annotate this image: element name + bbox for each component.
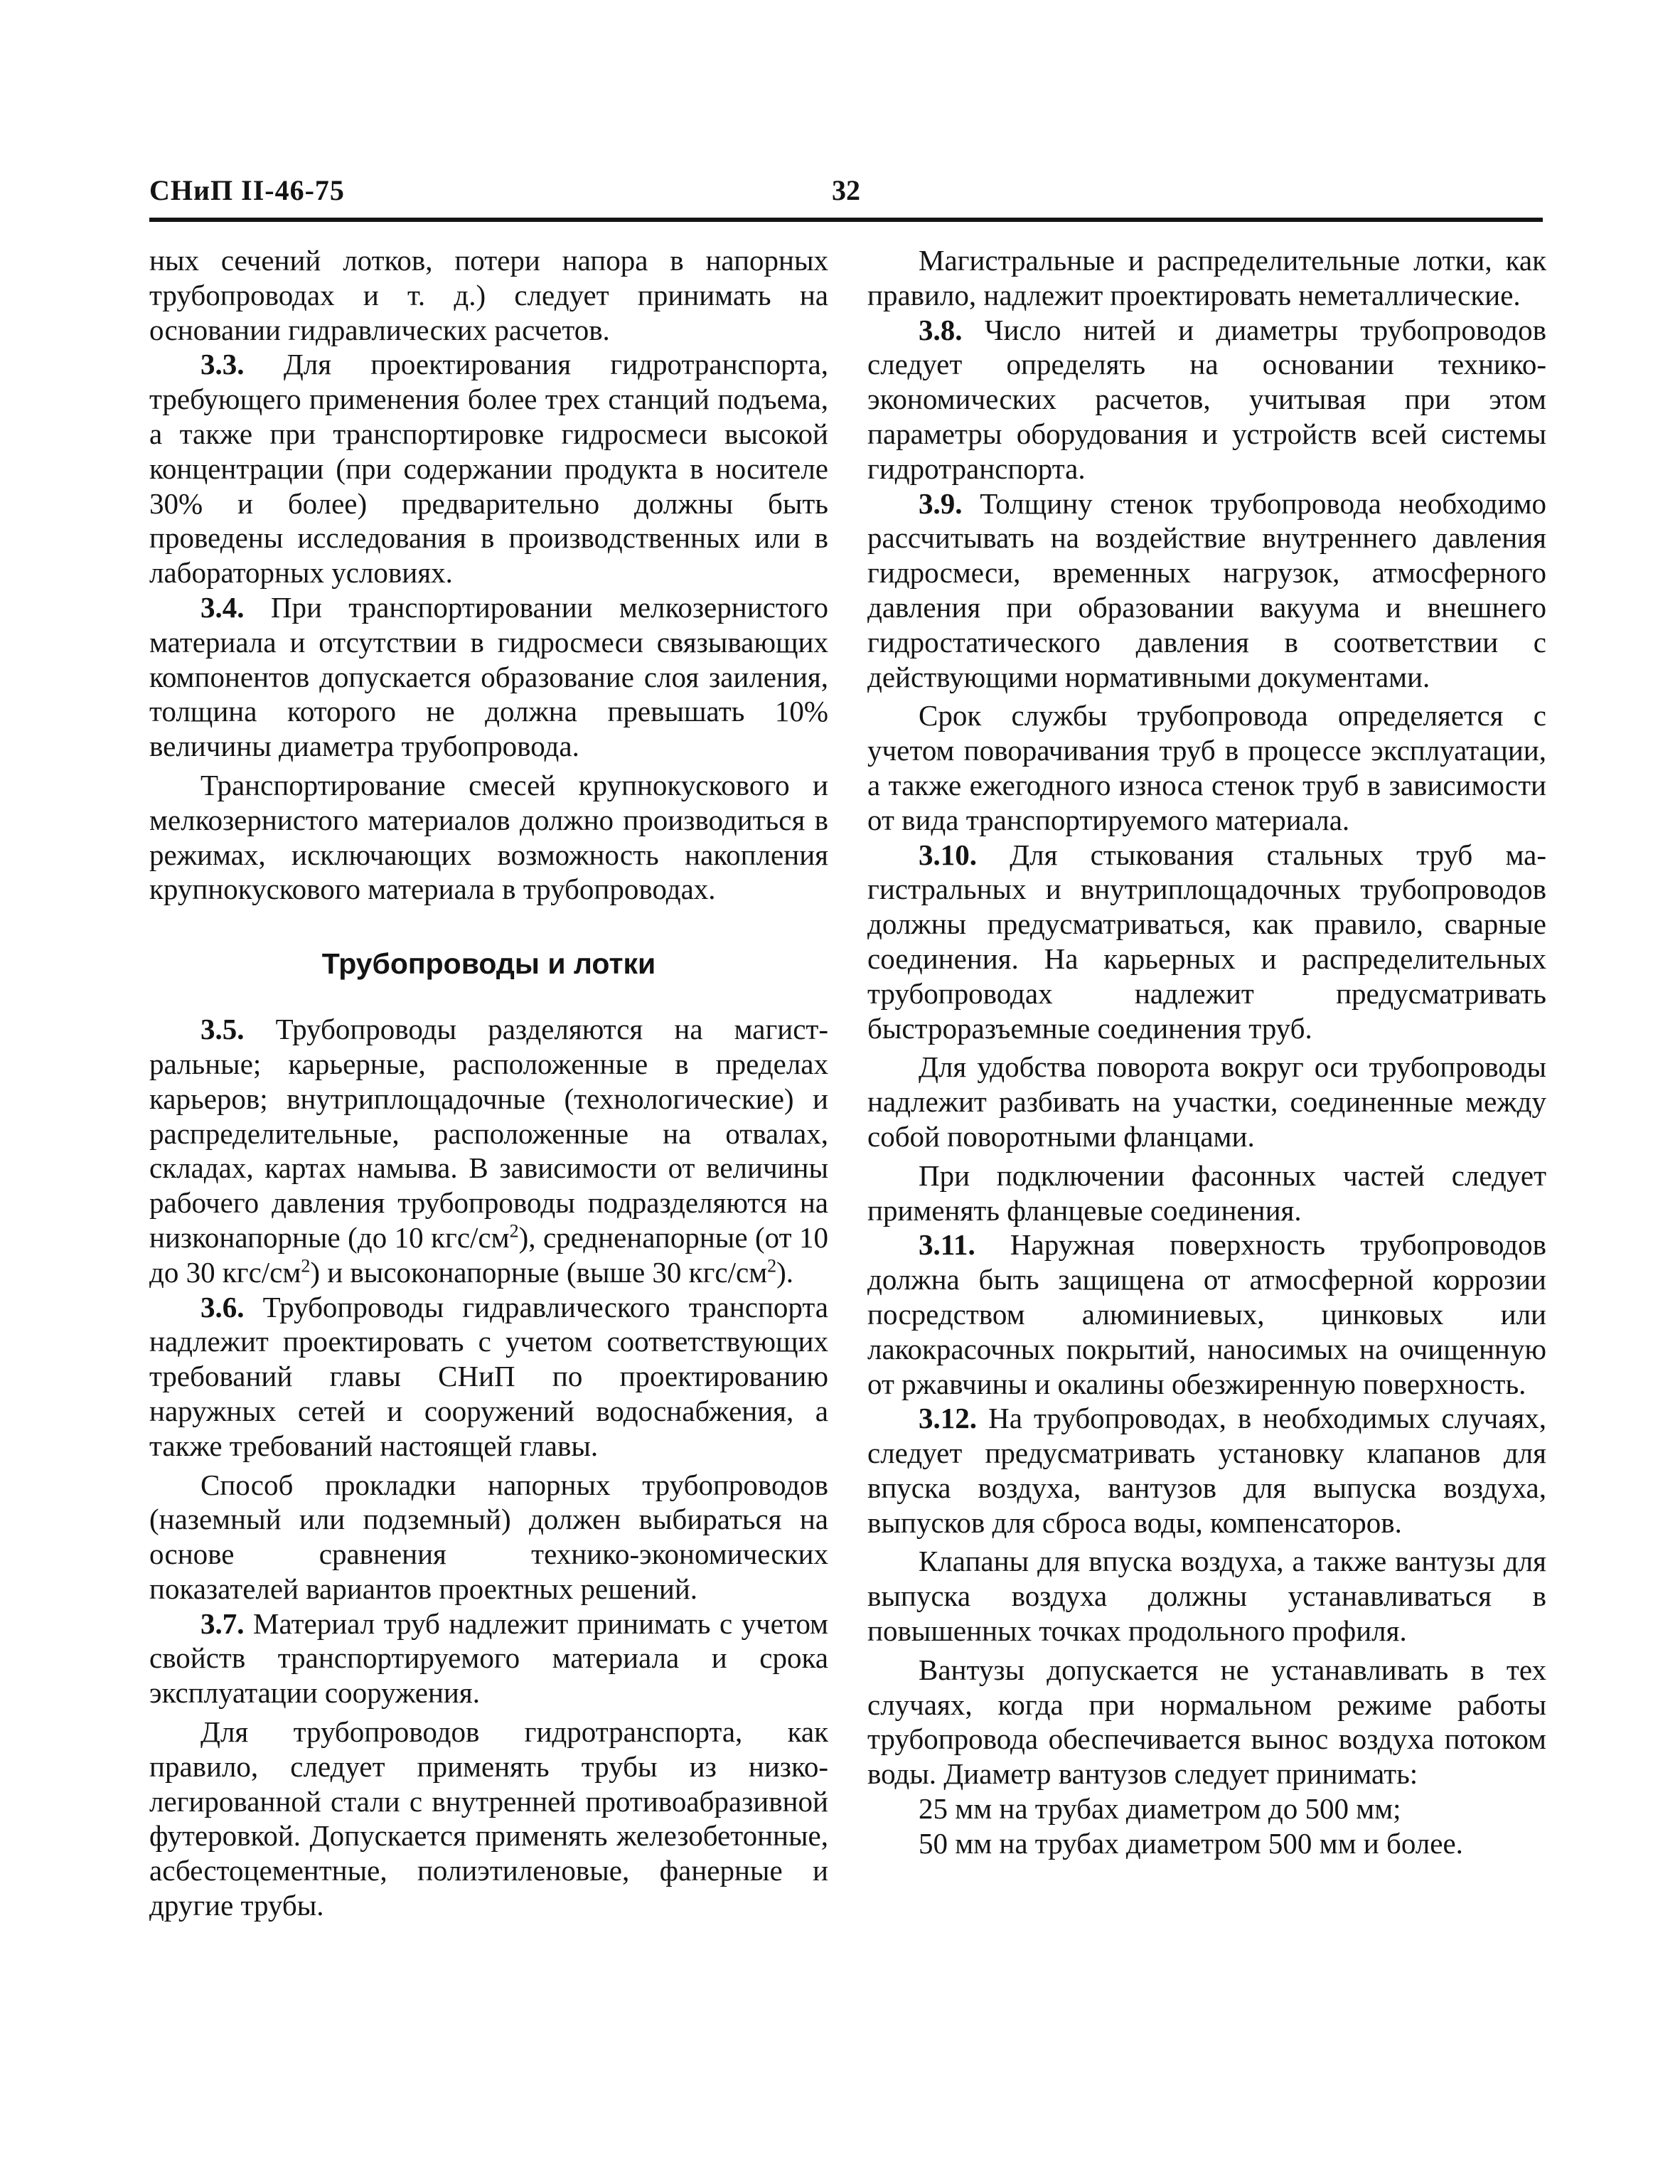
clause-number: 3.9. <box>919 486 963 520</box>
clause-text: Для стыкования стальных труб магистральных и внутриплощадочных трубопроводов должны предусматриваться, как правило, сварные соединения. На карьерных и распределительных трубопроводах надлежит предусматривать быстроразъемные соединения труб. <box>867 838 1546 1045</box>
clause-number: 3.12. <box>919 1402 977 1435</box>
right-column <box>867 243 1546 1861</box>
clause-text: На трубопроводах, в необходимых случаях, следует предусматривать установку клапанов для впуска воздуха, вантузов для выпуска воздуха, выпусков для сброса воды, компенсаторов. <box>867 1402 1547 1539</box>
paragraph: Клапаны для впуска воздуха, а также вантузы для выпуска воздуха должны устанавливаться в повышенных точках продольного профиля. <box>867 1545 1546 1648</box>
clause-3-7 <box>149 1607 828 1710</box>
superscript: 2 <box>301 1255 311 1277</box>
left-column <box>149 243 828 1923</box>
superscript: 2 <box>509 1220 519 1242</box>
clause-3-9 <box>867 486 1546 695</box>
clause-3-5 <box>149 1012 828 1289</box>
page-number: 32 <box>832 174 860 206</box>
paragraph: Транспортирование смесей крупнокускового и мелкозернистого материалов должно производиться в режимах, исключающих возможность накопления крупнокускового материала в трубопроводах. <box>149 768 828 906</box>
paragraph: Вантузы допускается не устанавливать в тех случаях, когда при нормальном режиме работы трубопровода обеспечивается вынос воздуха потоком воды. Диаметр вантузов следует принимать: <box>867 1653 1546 1791</box>
clause-number: 3.8. <box>919 313 963 346</box>
clause-text: ), средненапорные (от 10 до 30 кгс/см <box>149 1220 829 1289</box>
clause-3-8 <box>867 313 1546 486</box>
clause-text: Трубопроводы разделяются на магистральные; карьерные, расположенные в пределах карьеров; внутриплощадочные (технологические) и распределительные, расположенные на отвалах, складах, картах намыва. В зависимости от величины рабочего давления трубопроводы подразделяются на низконапорные (до 10 кгс/см <box>149 1013 828 1254</box>
clause-number: 3.11. <box>919 1228 975 1262</box>
paragraph: ных сечений лотков, потери напора в напорных трубопроводах и т. д.) следует принимать на основании гидравлических расчетов. <box>149 244 828 346</box>
clause-3-4 <box>149 590 828 764</box>
clause-number: 3.3. <box>200 348 245 381</box>
document-code: СНиП II-46-75 <box>149 174 345 206</box>
clause-number: 3.7. <box>200 1607 245 1640</box>
clause-text: Толщину стенок трубопровода необходимо рассчитывать на воздействие внутреннего давления гидросмеси, временных нагрузок, атмосферного давления при образовании вакуума и внешнего гидростатического давления в соответствии с действующими нормативными документами. <box>867 486 1547 693</box>
clause-3-10 <box>867 838 1546 1046</box>
clause-text: ) и высоконапорные (выше 30 кгс/см <box>310 1255 768 1289</box>
header-rule <box>149 218 1543 222</box>
clause-number: 3.4. <box>200 590 245 624</box>
paragraph: Для удобства поворота вокруг оси трубопроводы надлежит разбивать на участки, соединенные между собой поворотными фланцами. <box>867 1050 1546 1153</box>
section-heading: Трубопроводы и лотки <box>321 947 656 981</box>
paragraph: Способ прокладки напорных трубопроводов (наземный или подземный) должен выбираться на основе сравнения технико-экономических показателей вариантов проектных решений. <box>149 1468 828 1605</box>
paragraph: Для трубопроводов гидротранспорта, как правило, следует применять трубы из низколегированной стали с внутренней противоабразивной футеровкой. Допускается применять железобетонные, асбестоцементные, полиэтиленовые, фанерные и другие трубы. <box>149 1715 828 1922</box>
clause-number: 3.5. <box>200 1013 245 1046</box>
list-item: 25 мм на трубах диаметром до 500 мм; <box>919 1792 1401 1826</box>
paragraph: При подключении фасонных частей следует применять фланцевые соединения. <box>867 1158 1546 1227</box>
clause-text: Трубопроводы гидравлического транспорта надлежит проектировать с учетом соответствующих требований главы СНиП по проектированию наружных сетей и сооружений водоснабжения, а также требований настоящей главы. <box>149 1290 828 1462</box>
clause-text: Для проектирования гидротранспорта, требующего применения более трех станций подъема, а также при транспортировке гидросмеси высокой концентрации (при содержании продукта в носителе 30% и более) предварительно должны быть проведены исследования в производственных или в лабораторных условиях. <box>149 348 828 590</box>
paragraph: Магистральные и распределительные лотки, как правило, надлежит проектировать неметаллические. <box>867 244 1546 311</box>
clause-3-12 <box>867 1401 1546 1540</box>
paragraph: Срок службы трубопровода определяется с учетом поворачивания труб в процессе эксплуатации, а также ежегодного износа стенок труб в зависимости от вида транспортируемого материала. <box>867 699 1546 836</box>
clause-text: Наружная поверхность трубопроводов должна быть защищена от атмосферной коррозии посредством алюминиевых, цинковых или лакокрасочных покрытий, наносимых на очищенную от ржавчины и окалины обезжиренную поверхность. <box>867 1228 1547 1400</box>
list-item: 50 мм на трубах диаметром 500 мм и более. <box>919 1826 1463 1860</box>
clause-text: Материал труб надлежит принимать с учетом свойств транспортируемого материала и срока эксплуатации сооружения. <box>149 1607 829 1710</box>
clause-text: ). <box>776 1255 794 1289</box>
superscript: 2 <box>767 1255 777 1277</box>
clause-3-6 <box>149 1290 828 1464</box>
clause-text: Число нитей и диаметры трубопроводов следует определять на основании технико-экономических расчетов, учитывая при этом параметры оборудования и устройств всей системы гидротранспорта. <box>867 313 1547 485</box>
running-header <box>149 169 1543 212</box>
clause-3-3 <box>149 347 828 590</box>
clause-text: При транспортировании мелкозернистого материала и отсутствии в гидросмеси связывающих компонентов допускается образование слоя заиления, толщина которого не должна превышать 10% величины диаметра трубопровода. <box>149 590 829 763</box>
clause-number: 3.6. <box>200 1290 245 1323</box>
clause-number: 3.10. <box>919 838 977 871</box>
clause-3-11 <box>867 1227 1546 1401</box>
